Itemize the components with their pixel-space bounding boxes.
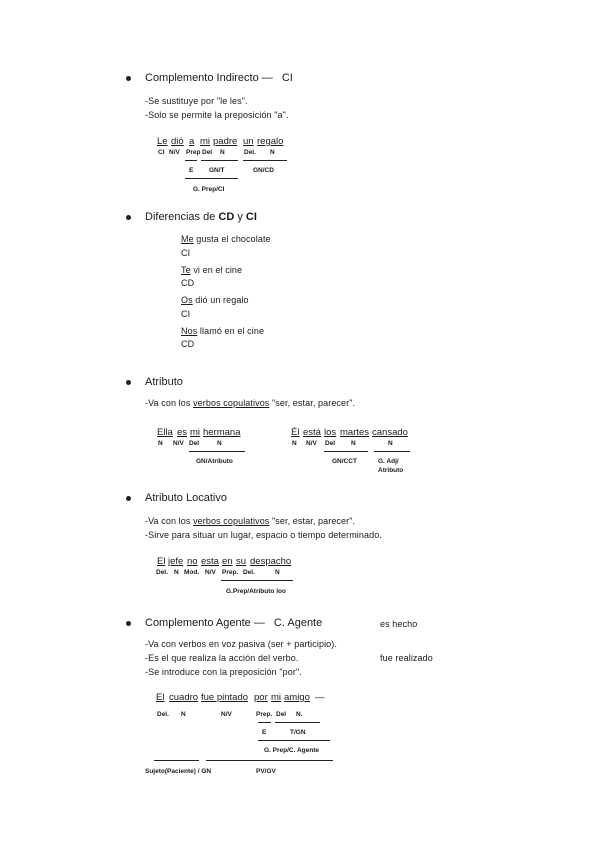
diff-function: CD — [181, 339, 195, 349]
locativo-ex-tag: Mod. — [184, 569, 200, 576]
heading-atributo-locativo: Atributo Locativo — [145, 492, 227, 504]
locativo-ex-word: en — [222, 556, 233, 567]
atributo-exB-tag: N — [351, 440, 356, 447]
ci-rule-line — [185, 160, 197, 161]
locativo-rule-text: -Va con los — [145, 516, 194, 526]
agente-ex-word: fue pintado — [201, 692, 249, 703]
agente-ex-word: El — [156, 692, 165, 703]
locativo-ex-line — [221, 580, 293, 581]
agente-ex-tag: Prep. — [256, 711, 273, 718]
agente-ex-word: mi — [271, 692, 282, 703]
atributo-exA-tag: N — [158, 440, 163, 447]
ci-rule-line — [243, 160, 287, 161]
ci-rule-2: -Solo se permite la preposición "a". — [145, 110, 289, 120]
diff-item — [181, 234, 271, 244]
atributo-exB-word: Él — [291, 427, 300, 438]
diff-pronoun: Te — [181, 265, 191, 275]
ci-ex-word: regalo — [257, 136, 284, 147]
atributo-rule — [145, 398, 355, 408]
locativo-ex-tag: N/V — [205, 569, 216, 576]
agente-ex-word: — — [315, 692, 325, 703]
atributo-exA-tag: N — [217, 440, 222, 447]
atributo-exA-level2: GN/Atributo — [196, 458, 233, 465]
agente-ex-line — [206, 760, 333, 761]
ci-ex-word: padre — [213, 136, 238, 147]
locativo-rule-1 — [145, 516, 355, 526]
ci-tag: N — [220, 149, 225, 156]
diff-sentence: dió un regalo — [192, 295, 249, 305]
bullet-atributo — [126, 380, 131, 385]
diff-function: CD — [181, 278, 195, 288]
heading-ci-dash: — — [261, 72, 273, 84]
ci-level3: G. Prep/CI — [193, 186, 225, 193]
ci-level2: GN/CD — [253, 167, 274, 174]
agente-ex-tag: Del — [276, 711, 287, 718]
agente-ex-tag: N/V — [221, 711, 232, 718]
locativo-ex-tag: Del. — [156, 569, 168, 576]
bullet-ci — [126, 76, 131, 81]
ci-rule-1: -Se sustituye por "le les". — [145, 96, 248, 106]
diff-function: CI — [181, 248, 191, 258]
atributo-exB-level2: G. Adj/ — [378, 458, 399, 465]
atributo-exA-word: hermana — [203, 427, 241, 438]
ci-ex-word: a — [189, 136, 195, 147]
agente-note: fue realizado — [380, 653, 433, 663]
atributo-exB-tag: N — [388, 440, 393, 447]
atributo-exB-line — [374, 451, 410, 452]
agente-ex-line — [154, 760, 199, 761]
ci-ex-word: un — [243, 136, 254, 147]
atributo-rule-underlined: verbos copulativos — [193, 398, 270, 408]
agente-ex-level4: PV/GV — [256, 768, 276, 775]
locativo-ex-tag: N — [174, 569, 179, 576]
locativo-rule-underlined: verbos copulativos — [193, 516, 270, 526]
agente-rule-2: -Es el que realiza la acción del verbo. — [145, 653, 299, 663]
agente-note: es hecho — [380, 619, 418, 629]
atributo-exA-word: Ella — [157, 427, 173, 438]
agente-ex-line — [275, 722, 320, 723]
locativo-ex-word: El — [157, 556, 166, 567]
bullet-agente — [126, 621, 131, 626]
agente-ex-line — [258, 722, 271, 723]
atributo-exB-word: cansado — [372, 427, 408, 438]
atributo-exA-word: es — [177, 427, 188, 438]
diff-sentence: vi en el cine — [190, 265, 243, 275]
atributo-exB-line — [324, 451, 368, 452]
diff-sentence: llamó en el cine — [197, 326, 265, 336]
atributo-rule-text: -Va con los — [145, 398, 194, 408]
agente-ex-tag: N — [181, 711, 186, 718]
atributo-exB-tag: N/V — [306, 440, 317, 447]
atributo-exA-tag: Del — [189, 440, 200, 447]
locativo-ex-tag: Del. — [243, 569, 255, 576]
ci-level2: GN/T — [209, 167, 225, 174]
agente-rule-3: -Se introduce con la preposición "por". — [145, 667, 302, 677]
heading-ci-abbr: CI — [281, 72, 293, 84]
ci-ex-word: mi — [200, 136, 211, 147]
diff-pronoun: Me — [181, 234, 194, 244]
atributo-exB-tag: Del — [325, 440, 336, 447]
ci-ex-word: dió — [171, 136, 184, 147]
agente-ex-level2: T/GN — [290, 729, 306, 736]
locativo-ex-tag: N — [275, 569, 280, 576]
diff-pronoun: Nos — [181, 326, 198, 336]
atributo-exB-level2: Atributo — [378, 467, 404, 474]
heading-diferencias — [145, 211, 257, 223]
agente-ex-word: cuadro — [169, 692, 199, 703]
ci-tag: Del — [202, 149, 213, 156]
heading-diferencias-ci: CI — [245, 211, 257, 223]
atributo-exB-word: está — [303, 427, 321, 438]
heading-agente-title: Complemento Agente — [145, 617, 251, 629]
locativo-ex-word: no — [187, 556, 198, 567]
locativo-ex-word: su — [236, 556, 247, 567]
bullet-atributo-locativo — [126, 496, 131, 501]
atributo-exB-word: martes — [340, 427, 370, 438]
diff-item — [181, 295, 249, 305]
agente-ex-level3: G. Prep/C. Agente — [264, 747, 320, 754]
heading-ci-title: Complemento Indirecto — [145, 72, 259, 84]
atributo-exB-word: los — [324, 427, 337, 438]
bullet-diferencias — [126, 215, 131, 220]
heading-agente-abbr: C. Agente — [273, 617, 323, 629]
locativo-ex-word: despacho — [250, 556, 292, 567]
locativo-ex-word: jefe — [168, 556, 184, 567]
atributo-exA-line — [189, 451, 245, 452]
ci-tag: N — [270, 149, 275, 156]
heading-agente — [145, 617, 322, 629]
agente-ex-line — [258, 740, 330, 741]
atributo-rule-text: "ser, estar, parecer". — [269, 398, 356, 408]
atributo-exA-word: mi — [190, 427, 201, 438]
ci-tag: Del. — [244, 149, 256, 156]
heading-diferencias-cd: CD — [218, 211, 235, 223]
ci-ex-word: Le — [157, 136, 168, 147]
atributo-exB-tag: N — [292, 440, 297, 447]
locativo-ex-word: esta — [201, 556, 219, 567]
agente-ex-tag: Del. — [157, 711, 169, 718]
heading-atributo: Atributo — [145, 376, 183, 388]
heading-diferencias-y: y — [237, 211, 243, 223]
locativo-ex-tag: Prep. — [222, 569, 239, 576]
locativo-rule-text: "ser, estar, parecer". — [269, 516, 356, 526]
agente-ex-level2: E — [262, 729, 267, 736]
diff-item — [181, 326, 264, 336]
atributo-exA-tag: N/V — [173, 440, 184, 447]
ci-tag: CI — [158, 149, 165, 156]
ci-level2: E — [189, 167, 194, 174]
agente-ex-word: por — [254, 692, 268, 703]
agente-ex-level4: Sujeto(Paciente) / GN — [145, 768, 212, 775]
agente-ex-tag: N. — [296, 711, 303, 718]
agente-ex-word: amigo — [284, 692, 310, 703]
heading-agente-dash: — — [253, 617, 265, 629]
atributo-exB-level2: GN/CCT — [332, 458, 357, 465]
ci-rule-line — [185, 178, 238, 179]
ci-tag: Prep — [186, 149, 201, 156]
diff-pronoun: Os — [181, 295, 193, 305]
heading-ci — [145, 72, 293, 84]
diff-item — [181, 265, 242, 275]
agente-rule-1: -Va con verbos en voz pasiva (ser + participio). — [145, 639, 337, 649]
heading-diferencias-text: Diferencias de — [145, 211, 216, 223]
diff-sentence: gusta el chocolate — [193, 234, 271, 244]
ci-rule-line — [201, 160, 238, 161]
diff-function: CI — [181, 309, 191, 319]
locativo-ex-level2: G.Prep/Atributo loo — [226, 588, 286, 595]
ci-tag: N/V — [169, 149, 180, 156]
locativo-rule-2: -Sirve para situar un lugar, espacio o tiempo determinado. — [145, 530, 382, 540]
